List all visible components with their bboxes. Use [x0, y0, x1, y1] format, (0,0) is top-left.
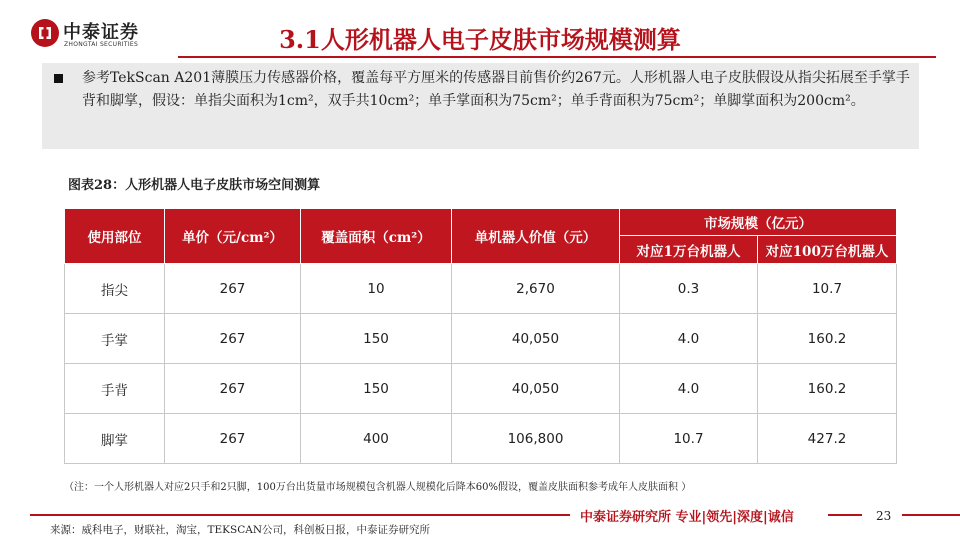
footer-divider: [30, 514, 570, 516]
footer-brand: 中泰证券研究所 专业|领先|深度|诚信: [580, 510, 794, 525]
header-market-10k: 对应1万台机器人: [620, 236, 758, 264]
cell-market-10k: 4.0: [620, 364, 758, 414]
table-row: [65, 314, 897, 364]
cell-value: 2,670: [452, 264, 620, 314]
header-area: 覆盖面积（cm²）: [301, 209, 452, 264]
cell-area: 150: [301, 364, 452, 414]
cell-area: 400: [301, 414, 452, 464]
cell-value: 106,800: [452, 414, 620, 464]
header-value: 单机器人价值（元）: [452, 209, 620, 264]
cell-area: 10: [301, 264, 452, 314]
header-part: 使用部位: [65, 209, 165, 264]
cell-value: 40,050: [452, 364, 620, 414]
cell-market-10k: 10.7: [620, 414, 758, 464]
header-market: 市场规模（亿元）: [620, 209, 897, 236]
table-note: （注：一个人形机器人对应2只手和2只脚，100万台出货量市场规模包含机器人规模化后降本60%假设，覆盖皮肤面积参考成年人皮肤面积 ）: [64, 482, 692, 493]
table-row: [65, 364, 897, 414]
logo-text: 中泰证券: [63, 22, 139, 43]
title-divider: [178, 56, 936, 58]
table-row: [65, 414, 897, 464]
cell-area: 150: [301, 314, 452, 364]
cell-value: 40,050: [452, 314, 620, 364]
source-note: 来源：威科电子，财联社，淘宝，TEKSCAN公司，科创板日报，中泰证券研究所: [50, 524, 431, 536]
logo-subtext: ZHONGTAI SECURITIES: [64, 41, 139, 48]
page-number: 23: [876, 509, 892, 523]
cell-market-10k: 0.3: [620, 264, 758, 314]
figure-title: 图表28：人形机器人电子皮肤市场空间测算: [68, 178, 321, 193]
cell-part: 手掌: [65, 314, 165, 364]
summary-text: 参考TekScan A201薄膜压力传感器价格，覆盖每平方厘米的传感器目前售价约267元。人形机器人电子皮肤假设从指尖拓展至手掌手背和脚掌，假设：单指尖面积为1cm²，双手共10cm²；单手掌面积为75cm²；单手背面积为75cm²；单脚掌面积为200cm²。: [82, 70, 910, 109]
cell-unit-price: 267: [165, 414, 301, 464]
cell-part: 手背: [65, 364, 165, 414]
cell-market-1m: 160.2: [758, 314, 897, 364]
footer-divider: [902, 514, 960, 516]
cell-market-1m: 160.2: [758, 364, 897, 414]
page-title: 3.1人形机器人电子皮肤市场规模测算: [279, 25, 681, 54]
summary-box: [42, 63, 919, 149]
table-row: [65, 264, 897, 314]
cell-unit-price: 267: [165, 314, 301, 364]
cell-part: 脚掌: [65, 414, 165, 464]
bullet-icon: [54, 74, 63, 83]
cell-market-1m: 10.7: [758, 264, 897, 314]
cell-unit-price: 267: [165, 364, 301, 414]
header-unit-price: 单价（元/cm²）: [165, 209, 301, 264]
footer-divider: [828, 514, 862, 516]
header-market-1m: 对应100万台机器人: [758, 236, 897, 264]
cell-market-10k: 4.0: [620, 314, 758, 364]
cell-market-1m: 427.2: [758, 414, 897, 464]
cell-part: 指尖: [65, 264, 165, 314]
cell-unit-price: 267: [165, 264, 301, 314]
market-size-table: [64, 208, 897, 464]
